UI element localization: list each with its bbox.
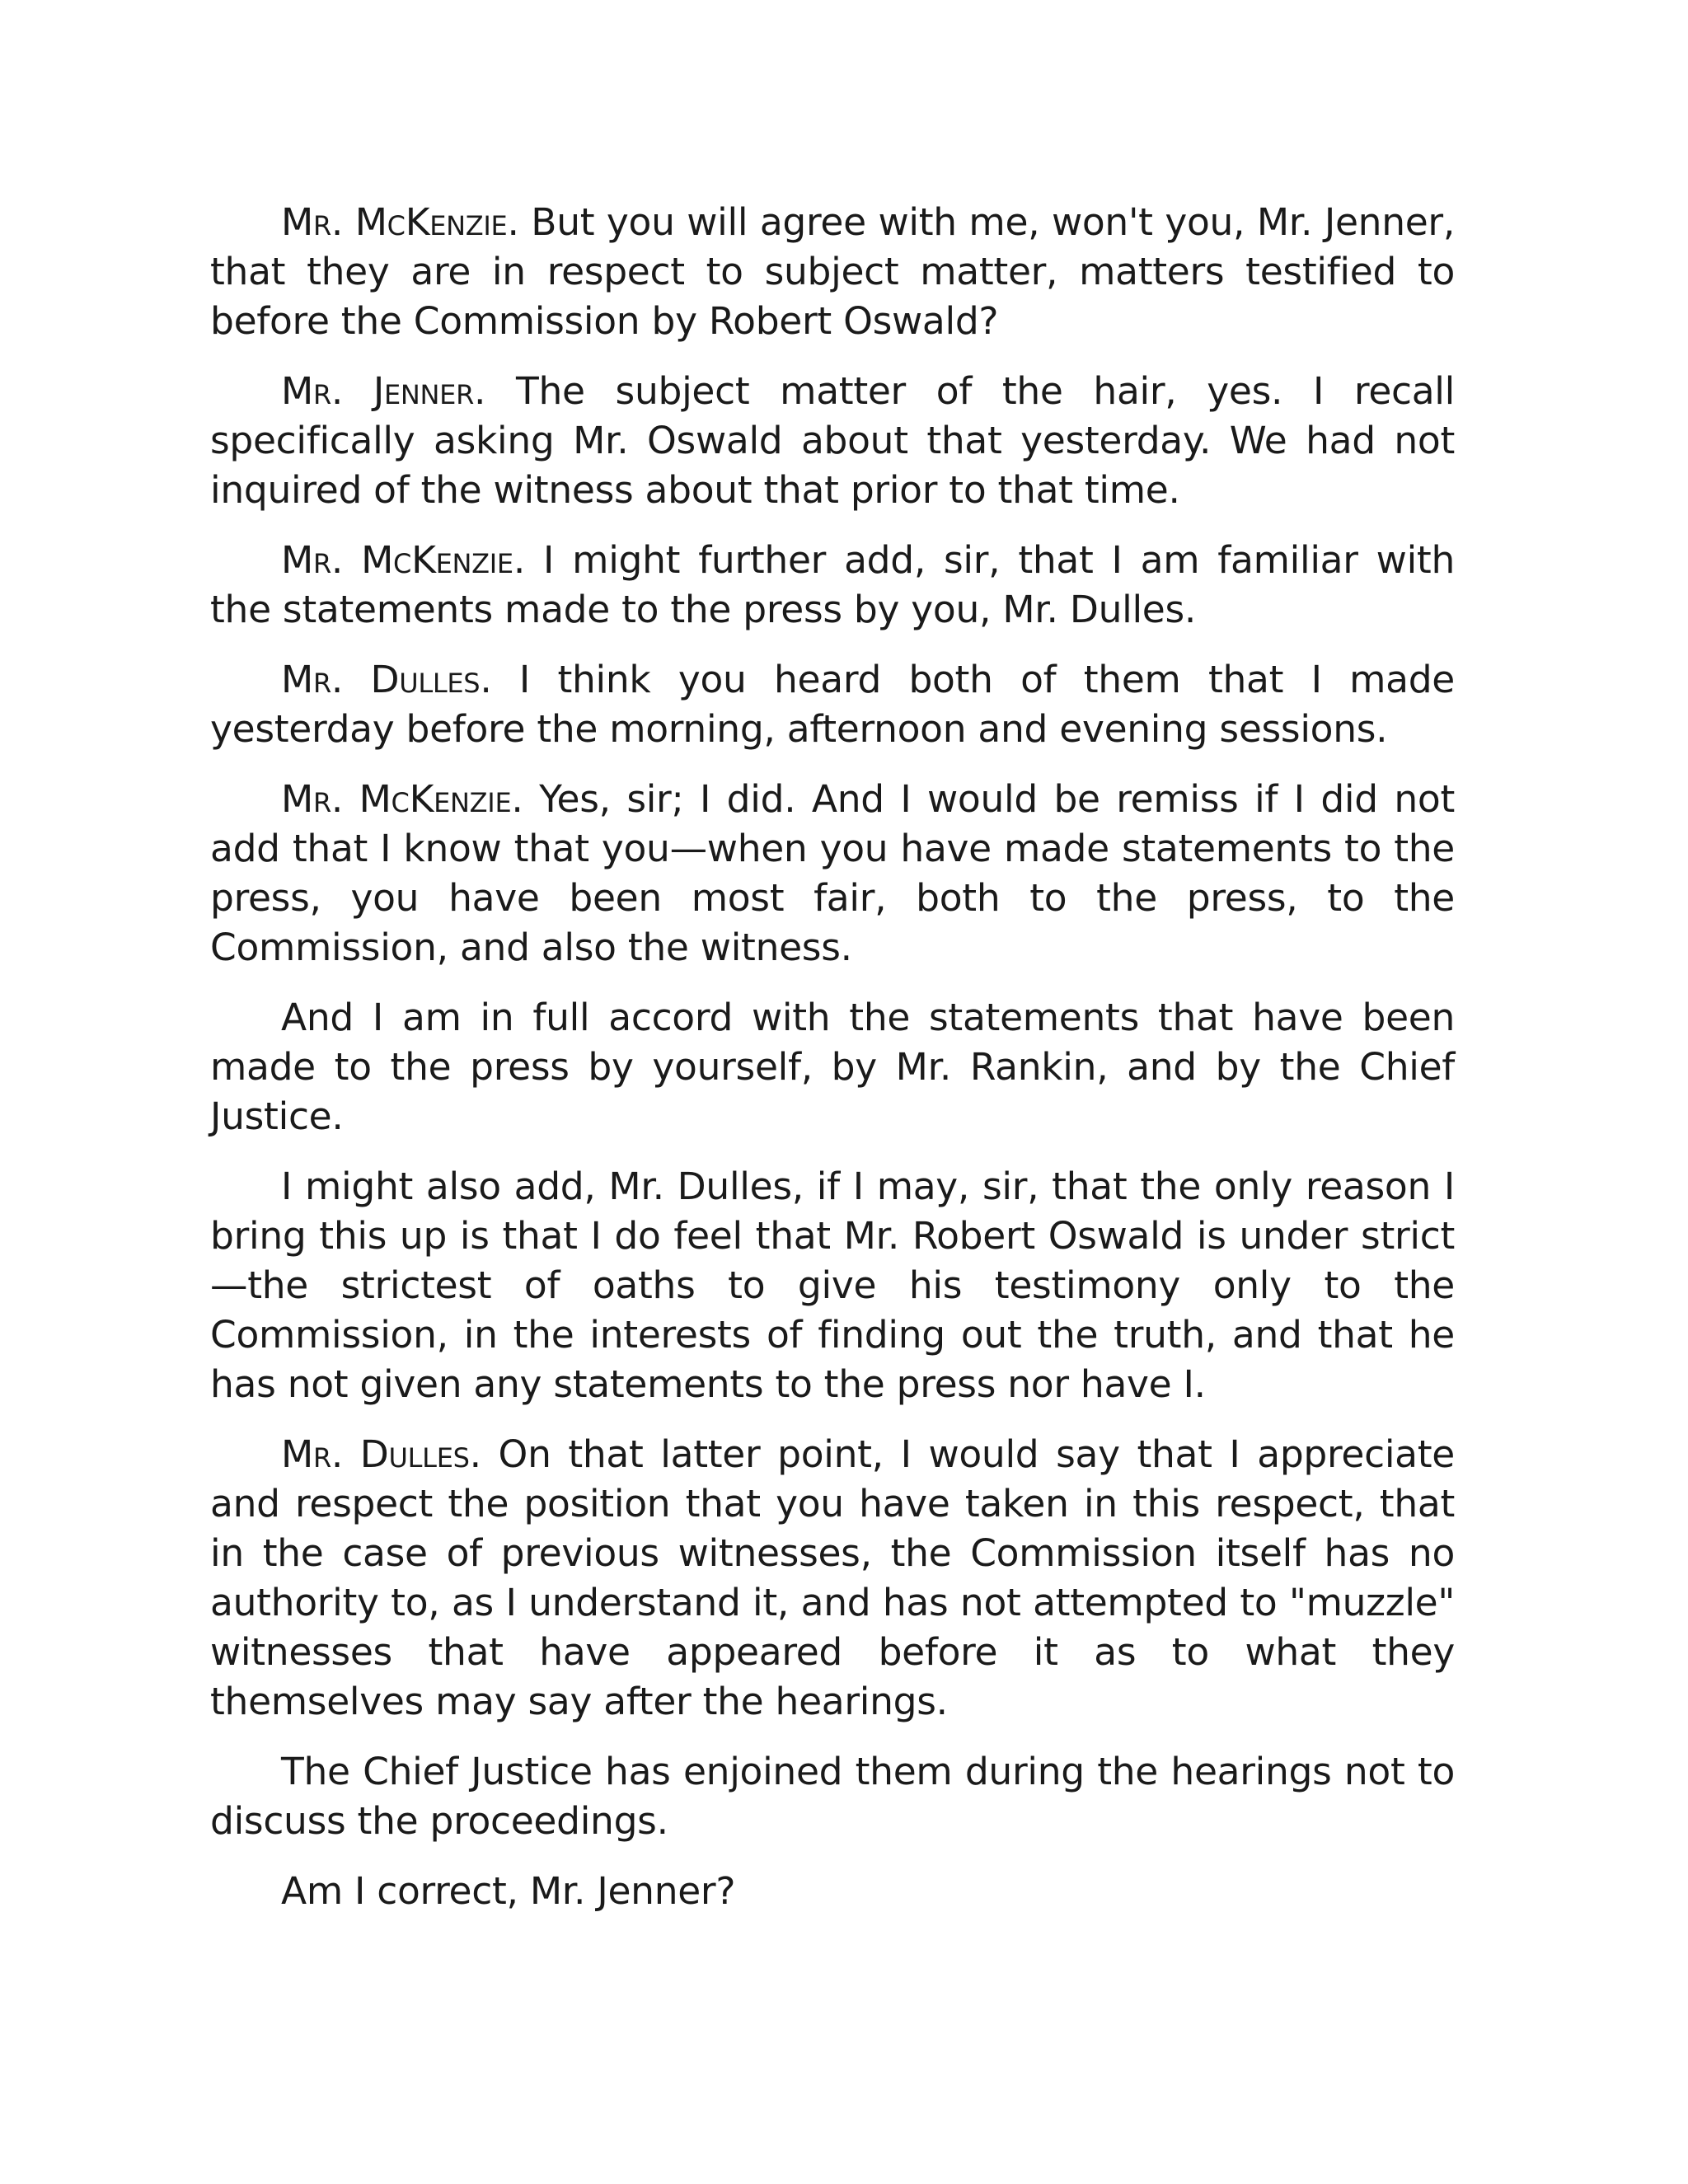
speaker-name: Mr. McKenzie. bbox=[281, 200, 519, 244]
paragraph-text: But you will agree with me, won't you, Mr. Jenner, that they are in respect to subject matter, matters testified to before the Commission by Robert Oswald? bbox=[210, 200, 1455, 343]
paragraph bbox=[210, 198, 1455, 346]
paragraph-text: On that latter point, I would say that I appreciate and respect the position that you have taken in this respect, that in the case of previous witnesses, the Commission itself has no authority to, as I understand it, and has not attempted to "muzzle" witnesses that have appeared before it as to what they themselves may say after the hearings. bbox=[210, 1432, 1455, 1723]
paragraph bbox=[210, 655, 1455, 754]
paragraph-text: The Chief Justice has enjoined them during the hearings not to discuss the proceedings. bbox=[210, 1750, 1455, 1843]
speaker-name: Mr. Dulles. bbox=[281, 658, 492, 701]
paragraph-text: Yes, sir; I did. And I would be remiss if I did not add that I know that you—when you have made statements to the press, you have been most fair, both to the press, to the Commission, and also the witness. bbox=[210, 777, 1455, 969]
paragraph bbox=[210, 775, 1455, 972]
paragraph bbox=[210, 367, 1455, 515]
paragraph-text: I might also add, Mr. Dulles, if I may, sir, that the only reason I bring this up is that I do feel that Mr. Robert Oswald is under strict—the strictest of oaths to give his testimony only to the Commission, in the interests of finding out the truth, and that he has not given any statements to the press nor have I. bbox=[210, 1165, 1455, 1406]
paragraph bbox=[210, 1867, 1455, 1916]
paragraph bbox=[210, 536, 1455, 635]
speaker-name: Mr. Jenner. bbox=[281, 369, 486, 413]
speaker-name: Mr. McKenzie. bbox=[281, 538, 526, 582]
paragraph bbox=[210, 1162, 1455, 1409]
transcript-page bbox=[210, 198, 1455, 1937]
paragraph-text: And I am in full accord with the statements that have been made to the press by yourself, by Mr. Rankin, and by the Chief Justice. bbox=[210, 996, 1455, 1138]
paragraph-text: I think you heard both of them that I made yesterday before the morning, afternoon and evening sessions. bbox=[210, 658, 1456, 751]
paragraph bbox=[210, 993, 1455, 1141]
speaker-name: Mr. Dulles. bbox=[281, 1432, 481, 1476]
paragraph bbox=[210, 1747, 1455, 1846]
paragraph-text: Am I correct, Mr. Jenner? bbox=[281, 1869, 736, 1913]
paragraph-text: The subject matter of the hair, yes. I recall specifically asking Mr. Oswald about that yesterday. We had not inquired of the witness about that prior to that time. bbox=[210, 369, 1455, 512]
speaker-name: Mr. McKenzie. bbox=[281, 777, 523, 821]
paragraph bbox=[210, 1430, 1455, 1727]
paragraph-text: I might further add, sir, that I am familiar with the statements made to the press by you, Mr. Dulles. bbox=[210, 538, 1455, 631]
